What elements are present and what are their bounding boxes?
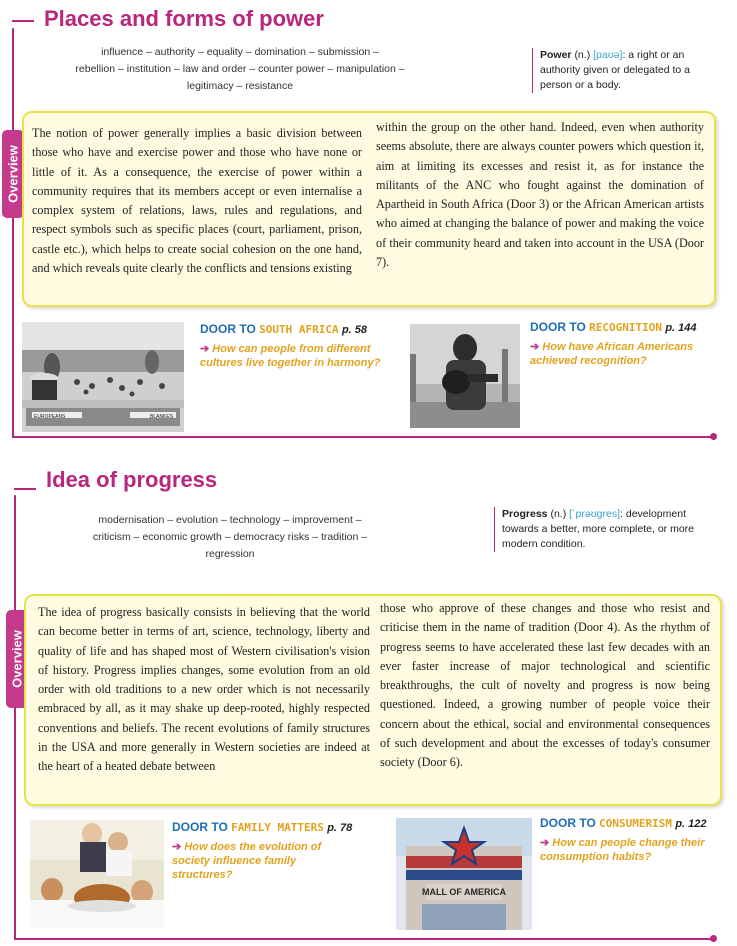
overview-label: Overview	[9, 630, 25, 688]
door-question: How have African Americans achieved recognition?	[530, 341, 694, 367]
door-prefix: DOOR TO	[530, 320, 586, 334]
bench-sign-right: BLANKES	[150, 414, 174, 420]
keyword-line: legitimacy – resistance	[186, 80, 294, 92]
family-photo-image	[30, 820, 164, 928]
arrow-right-icon: ➔	[172, 841, 182, 853]
door-family-question	[172, 840, 352, 882]
arrow-right-icon: ➔	[200, 343, 210, 355]
frame-line	[12, 436, 712, 438]
door-family-title[interactable]	[172, 820, 352, 834]
door-consumerism-question	[540, 836, 720, 864]
overview-text-left: The idea of progress basically consists in believing that the world can become better in terms of art, science, technology, liberty and quality of life and has shaped most of Western civilisation's vision of history. Progress implies changes, some evolution from an old order with old traditions to a new order which is not necessarily embraced by all, as it may shake up deep-rooted, highly respected conventions and beliefs. The recent evolutions of family structures in the USA and more generally in Western societies are indeed at the heart of a heated debate between	[38, 605, 370, 774]
keyword-line: influence – authority – equality – domination – submission –	[101, 46, 379, 58]
frame-end-dot	[710, 433, 717, 440]
door-name: RECOGNITION	[589, 321, 662, 334]
keyword-line: modernisation – evolution – technology – improvement –	[98, 514, 362, 526]
door-name: CONSUMERISM	[599, 817, 672, 830]
family-photo	[30, 820, 164, 928]
definition-word: Power	[540, 49, 572, 61]
arrow-right-icon: ➔	[540, 837, 550, 849]
keyword-line: rebellion – institution – law and order – counter power – manipulation –	[75, 63, 405, 75]
keyword-line: regression	[205, 548, 255, 560]
door-name: SOUTH AFRICA	[259, 323, 339, 336]
overview-label: Overview	[5, 145, 21, 203]
bench-sign-left: EUROPEANS	[34, 414, 66, 420]
door-prefix: DOOR TO	[172, 820, 228, 834]
door-question: How can people from different cultures live together in harmony?	[200, 343, 381, 369]
door-prefix: DOOR TO	[200, 322, 256, 336]
door-page: p. 122	[675, 818, 707, 830]
definition-phonetic: [ˈprəʊgres]	[569, 508, 621, 520]
recognition-photo-image	[410, 324, 520, 428]
south-africa-photo	[22, 322, 184, 432]
mall-photo-image	[396, 818, 532, 930]
mall-photo	[396, 818, 532, 930]
frame-line	[12, 20, 34, 22]
door-page: p. 58	[341, 324, 368, 336]
definition-word: Progress	[502, 508, 548, 520]
south-africa-photo-image	[22, 322, 184, 432]
door-south-africa-title[interactable]	[200, 322, 367, 336]
overview-tab	[2, 130, 24, 218]
arrow-right-icon: ➔	[530, 341, 540, 353]
keyword-line: criticism – economic growth – democracy risks – tradition –	[92, 531, 368, 543]
recognition-photo	[410, 324, 520, 428]
section-title: Idea of progress	[46, 467, 218, 492]
definition	[494, 507, 712, 552]
door-page: p. 144	[665, 322, 697, 334]
door-question: How does the evolution of society influence family structures?	[172, 841, 322, 881]
keyword-list	[30, 44, 450, 95]
door-question: How can people change their consumption habits?	[540, 837, 705, 863]
overview-box	[22, 111, 716, 307]
section-title: Places and forms of power	[44, 6, 324, 31]
definition-phonetic: [paʊə]	[593, 49, 623, 61]
door-name: FAMILY MATTERS	[231, 821, 324, 834]
definition-pos: (n.)	[550, 508, 567, 520]
overview-text-left: The notion of power generally implies a basic division between those who have and exercise power and those who have none or little of it. As a consequence, the exercise of power within a community requires that its members accept or even internalise a complex system of relations, laws, rules and regulations, and respect symbols such as specific places (court, parliament, prison, castle etc.), which helps to create social cohesion on the one hand, and which reveals quite clearly the conflicts and tensions existing	[32, 126, 362, 276]
door-recognition-question	[530, 340, 715, 368]
overview-box	[24, 594, 722, 806]
door-consumerism-title[interactable]	[540, 816, 707, 830]
keyword-list	[40, 512, 420, 563]
frame-line	[14, 488, 36, 490]
overview-text-right: those who approve of these changes and those who resist and criticise them in the name of tradition (Door 4). As the rhythm of progress seems to have accelerated these last few decades with an ever faster increase of major technological and scientific breakthroughs, the cult of novelty and progress is now being questioned. Indeed, a growing number of people voice their concern about the ethical, social and environmental consequences of such development and about the excesses of today's consumer society (Door 6).	[380, 601, 710, 770]
door-prefix: DOOR TO	[540, 816, 596, 830]
door-south-africa-question	[200, 342, 390, 370]
frame-end-dot	[710, 935, 717, 942]
frame-line	[14, 495, 16, 940]
definition-pos: (n.)	[574, 49, 591, 61]
frame-line	[12, 28, 14, 438]
mall-sign: MALL OF AMERICA	[422, 887, 506, 897]
definition-text: : development towards a better, more complete, or more modern condition.	[502, 508, 694, 550]
door-page: p. 78	[327, 822, 353, 834]
definition-text: : a right or an authority given or delegated to a person or a body.	[540, 49, 691, 91]
overview-text-right: within the group on the other hand. Indeed, even when authority seems absolute, there are always counter powers which question it, aim at limiting its excesses and resist it, as for instance the militants of the ANC who fought against the domination of Apartheid in South Africa (Door 3) or the African American artists who aimed at changing the balance of power and making the voice of their community heard and taken into account in the USA (Door 7).	[376, 120, 704, 270]
definition	[532, 48, 718, 93]
frame-line	[14, 938, 712, 940]
door-recognition-title[interactable]	[530, 320, 697, 334]
